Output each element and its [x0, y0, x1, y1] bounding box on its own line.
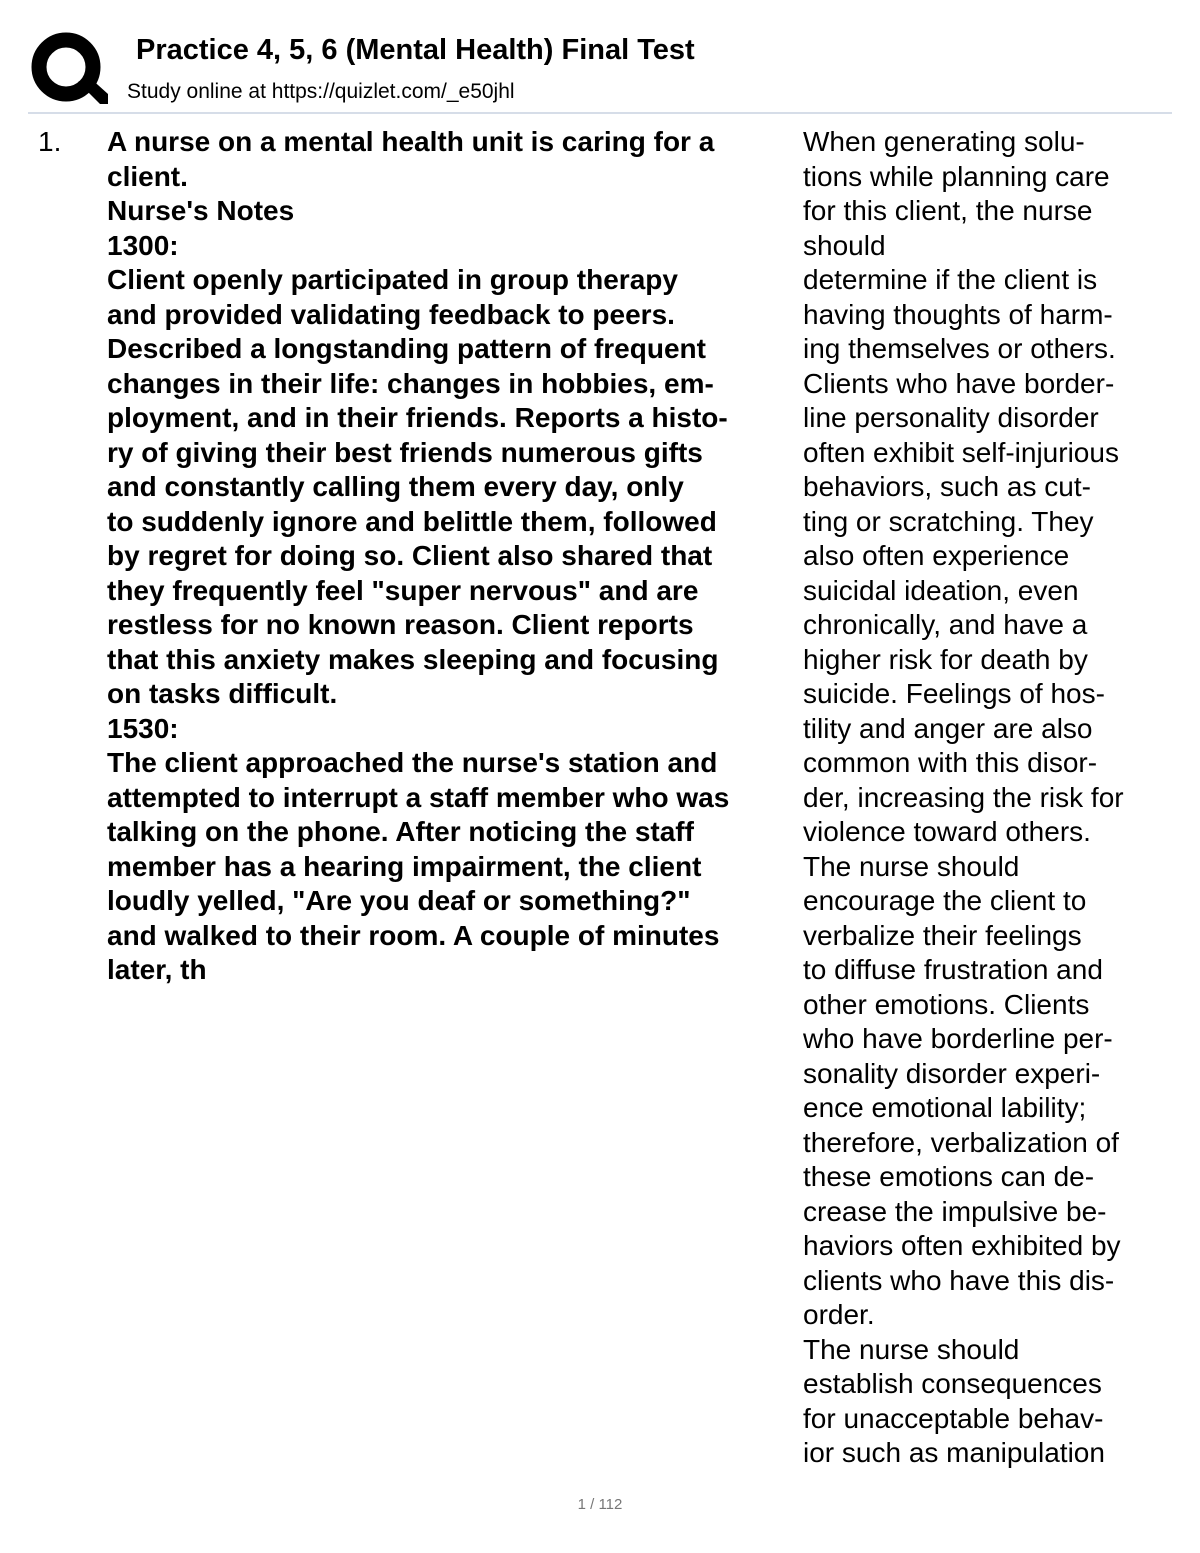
- question-line: and provided validating feedback to peers.: [107, 298, 675, 330]
- question-line: 1300:: [107, 229, 179, 261]
- question-line: A nurse on a mental health unit is caring for a: [107, 126, 715, 157]
- study-online-link[interactable]: Study online at https://quizlet.com/_e50jhl: [127, 80, 515, 103]
- answer-line: ence emotional lability;: [803, 1092, 1087, 1123]
- answer-line: crease the impulsive be-: [803, 1195, 1107, 1227]
- answer-line: suicide. Feelings of hos-: [803, 678, 1105, 709]
- answer-line: violence toward others.: [803, 816, 1091, 847]
- quizlet-logo-icon: [28, 30, 108, 106]
- answer-text: [803, 125, 1163, 1471]
- answer-line: tions while planning care: [803, 160, 1110, 192]
- question-line: client.: [107, 160, 188, 192]
- answer-line: When generating solu-: [803, 126, 1085, 157]
- answer-line: determine if the client is: [803, 264, 1098, 295]
- question-line: ployment, and in their friends. Reports a histo-: [107, 402, 728, 433]
- answer-line: establish consequences: [803, 1368, 1102, 1399]
- question-line: Nurse's Notes: [107, 195, 295, 226]
- question-line: restless for no known reason. Client reports: [107, 609, 694, 640]
- answer-line: line personality disorder: [803, 402, 1099, 433]
- answer-line: encourage the client to: [803, 885, 1087, 916]
- question-number: 1.: [38, 126, 62, 157]
- answer-line: who have borderline per-: [803, 1023, 1113, 1054]
- answer-line: to diffuse frustration and: [803, 954, 1103, 985]
- question-line: later, th: [107, 954, 207, 985]
- answer-line: order.: [803, 1299, 875, 1330]
- question-line: on tasks difficult.: [107, 678, 338, 709]
- question-line: Client openly participated in group therapy: [107, 264, 678, 295]
- question-line: that this anxiety makes sleeping and focusing: [107, 643, 719, 675]
- question-line: and walked to their room. A couple of minutes: [107, 919, 720, 951]
- question-line: Described a longstanding pattern of frequent: [107, 333, 706, 364]
- answer-line: higher risk for death by: [803, 643, 1088, 675]
- answer-line: clients who have this dis-: [803, 1264, 1115, 1296]
- answer-line: chronically, and have a: [803, 609, 1088, 640]
- answer-line: ting or scratching. They: [803, 505, 1094, 537]
- question-line: The client approached the nurse's station and: [107, 747, 718, 778]
- answer-line: common with this disor-: [803, 747, 1098, 778]
- answer-line: other emotions. Clients: [803, 988, 1090, 1020]
- header-divider: [28, 112, 1172, 114]
- answer-line: also often experience: [803, 540, 1070, 571]
- question-line: they frequently feel "super nervous" and are: [107, 574, 699, 606]
- question-line: by regret for doing so. Client also shared that: [107, 540, 713, 571]
- answer-line: for this client, the nurse: [803, 195, 1093, 226]
- question-line: loudly yelled, "Are you deaf or something?": [107, 885, 691, 916]
- answer-line: behaviors, such as cut-: [803, 471, 1091, 502]
- question-line: attempted to interrupt a staff member who was: [107, 781, 730, 813]
- answer-line: these emotions can de-: [803, 1161, 1095, 1192]
- answer-line: Clients who have border-: [803, 367, 1115, 399]
- question-text: [107, 125, 795, 988]
- question-line: 1530:: [107, 712, 179, 744]
- answer-line: The nurse should: [803, 1333, 1020, 1365]
- answer-line: suicidal ideation, even: [803, 574, 1079, 606]
- answer-line: sonality disorder experi-: [803, 1057, 1101, 1089]
- document-title: Practice 4, 5, 6 (Mental Health) Final Test: [136, 34, 695, 66]
- answer-line: for unacceptable behav-: [803, 1402, 1104, 1434]
- answer-line: ing themselves or others.: [803, 333, 1116, 364]
- answer-line: therefore, verbalization of: [803, 1126, 1119, 1158]
- page-number: 1 / 112: [577, 1496, 623, 1513]
- answer-line: tility and anger are also: [803, 712, 1093, 744]
- question-line: and constantly calling them every day, only: [107, 471, 684, 502]
- answer-line: ior such as manipulation: [803, 1437, 1105, 1468]
- answer-line: verbalize their feelings: [803, 919, 1082, 951]
- answer-line: The nurse should: [803, 850, 1020, 882]
- question-line: ry of giving their best friends numerous gifts: [107, 436, 703, 468]
- question-line: member has a hearing impairment, the client: [107, 850, 702, 882]
- answer-line: haviors often exhibited by: [803, 1230, 1121, 1261]
- answer-line: should: [803, 229, 886, 261]
- question-line: changes in their life: changes in hobbies, em-: [107, 367, 714, 399]
- question-line: talking on the phone. After noticing the staff: [107, 816, 694, 847]
- question-line: to suddenly ignore and belittle them, followed: [107, 505, 717, 537]
- answer-line: der, increasing the risk for: [803, 781, 1124, 813]
- answer-line: having thoughts of harm-: [803, 298, 1113, 330]
- answer-line: often exhibit self-injurious: [803, 436, 1119, 468]
